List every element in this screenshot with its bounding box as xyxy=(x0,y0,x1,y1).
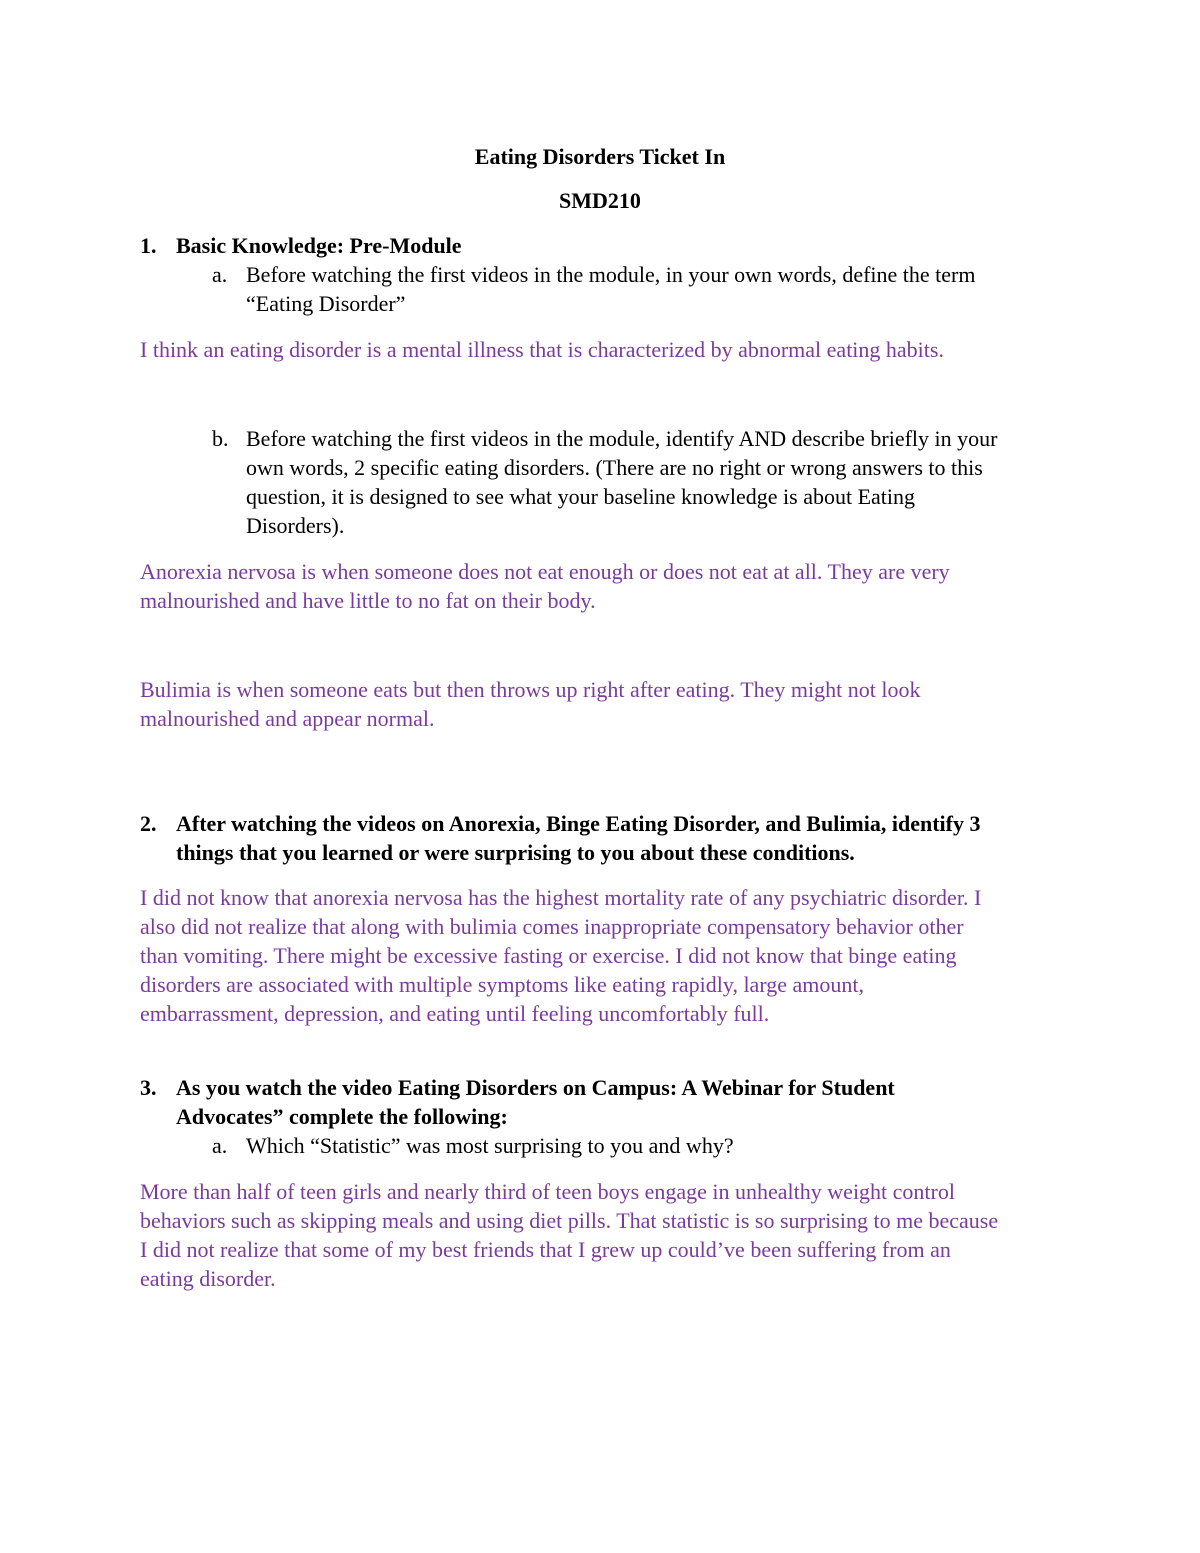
q2-answer-line-4: disorders are associated with multiple symptoms like eating rapidly, large amount, xyxy=(140,972,865,997)
q2-heading-text-1: After watching the videos on Anorexia, Binge Eating Disorder, and Bulimia, identify 3 xyxy=(176,811,981,836)
q2-heading-line-2: things that you learned or were surprising to you about these conditions. xyxy=(176,840,855,865)
q3-number: 3. xyxy=(140,1075,157,1100)
q3-heading-text-1: As you watch the video Eating Disorders on Campus: A Webinar for Student xyxy=(176,1075,895,1100)
q1b-letter: b. xyxy=(212,426,229,451)
q1-number: 1. xyxy=(140,233,157,258)
q3a-letter: a. xyxy=(212,1133,228,1158)
q2-answer-line-2: also did not realize that along with bulimia comes inappropriate compensatory behavior other xyxy=(140,914,964,939)
document-title: Eating Disorders Ticket In xyxy=(474,144,726,169)
q1b-line-2: own words, 2 specific eating disorders. (There are no right or wrong answers to this xyxy=(246,455,983,480)
q3-heading-line-1 xyxy=(140,1073,895,1102)
course-code: SMD210 xyxy=(559,188,641,213)
q2-answer-line-1: I did not know that anorexia nervosa has the highest mortality rate of any psychiatric disorder. I xyxy=(140,885,982,910)
q1b-line-4: Disorders). xyxy=(246,513,345,538)
q2-heading-line-1 xyxy=(140,809,980,838)
q1b-answer2-line-1: Bulimia is when someone eats but then throws up right after eating. They might not look xyxy=(140,677,921,702)
q1-heading xyxy=(140,231,462,260)
q1b-answer1-line-1: Anorexia nervosa is when someone does not eat enough or does not eat at all. They are very xyxy=(140,559,950,584)
q1b-line-1 xyxy=(212,424,997,453)
q3a-text: Which “Statistic” was most surprising to you and why? xyxy=(246,1133,734,1158)
q3-answer-line-3: I did not realize that some of my best friends that I grew up could’ve been suffering from an xyxy=(140,1237,951,1262)
q1a-letter: a. xyxy=(212,262,228,287)
q2-answer-line-3: than vomiting. There might be excessive fasting or exercise. I did not know that binge eating xyxy=(140,943,957,968)
q1b-text-1: Before watching the first videos in the module, identify AND describe briefly in your xyxy=(246,426,998,451)
q3-answer-line-4: eating disorder. xyxy=(140,1266,276,1291)
q1b-answer2-line-2: malnourished and appear normal. xyxy=(140,706,435,731)
q3-heading-line-2: Advocates” complete the following: xyxy=(176,1104,508,1129)
q2-answer-line-5: embarrassment, depression, and eating until feeling uncomfortably full. xyxy=(140,1001,770,1026)
q1a-text-1: Before watching the first videos in the module, in your own words, define the term xyxy=(246,262,976,287)
q1a-line-2: “Eating Disorder” xyxy=(246,291,406,316)
q1a-line-1 xyxy=(212,260,976,289)
q3-answer-line-1: More than half of teen girls and nearly third of teen boys engage in unhealthy weight control xyxy=(140,1179,955,1204)
q1b-line-3: question, it is designed to see what your baseline knowledge is about Eating xyxy=(246,484,916,509)
q2-number: 2. xyxy=(140,811,157,836)
q1a-answer-line-1: I think an eating disorder is a mental illness that is characterized by abnormal eating habits. xyxy=(140,337,944,362)
q3a-line xyxy=(212,1131,734,1160)
q1b-answer1-line-2: malnourished and have little to no fat on their body. xyxy=(140,588,596,613)
q3-answer-line-2: behaviors such as skipping meals and using diet pills. That statistic is so surprising to me because xyxy=(140,1208,999,1233)
q1-heading-text: Basic Knowledge: Pre-Module xyxy=(176,233,462,258)
